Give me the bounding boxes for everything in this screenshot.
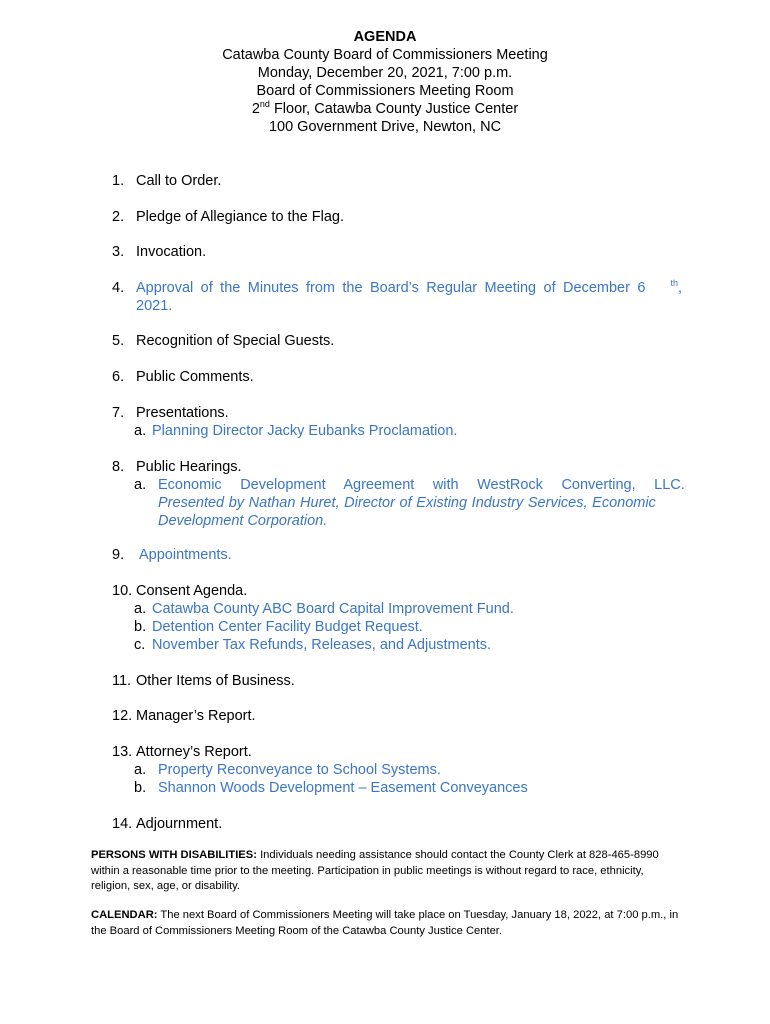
proclamation-link[interactable]: Planning Director Jacky Eubanks Proclamation. xyxy=(152,423,458,439)
econ-title: Economic Development Agreement with WestRock Converting, LLC. xyxy=(158,477,685,493)
meeting-address: 100 Government Drive, Newton, NC xyxy=(268,119,502,135)
disabilities-text: Individuals needing assistance should contact the County Clerk at 828-465-8990 within a reasonable time prior to the meeting. Participation in public meetings is without regard to race, ethnicity, religion, sex, age, or disability. xyxy=(91,849,659,892)
item-text: Adjournment. xyxy=(136,816,223,832)
agenda-item-4 xyxy=(112,279,682,315)
subitem-letter: a. xyxy=(134,762,147,778)
subitem-letter: a. xyxy=(134,423,147,439)
minutes-ordinal: th xyxy=(670,278,678,289)
item-number: 11. xyxy=(112,673,132,689)
item-number: 7. xyxy=(112,405,125,421)
item-text: Call to Order. xyxy=(136,173,222,189)
agenda-title: AGENDA xyxy=(353,29,417,45)
item-text: Pledge of Allegiance to the Flag. xyxy=(136,209,344,225)
reconveyance-link[interactable]: Property Reconveyance to School Systems. xyxy=(158,762,441,778)
abc-board-link[interactable]: Catawba County ABC Board Capital Improvement Fund. xyxy=(152,601,514,617)
item-number: 13. xyxy=(112,744,133,760)
minutes-approval-link[interactable] xyxy=(136,279,682,315)
item-text: Presentations. xyxy=(136,405,229,421)
item-number: 9. xyxy=(112,547,125,563)
item-number: 2. xyxy=(112,209,125,225)
economic-development-link[interactable] xyxy=(158,476,685,530)
item-text: Recognition of Special Guests. xyxy=(136,333,335,349)
meeting-floor xyxy=(0,100,770,118)
tax-refunds-link[interactable]: November Tax Refunds, Releases, and Adjustments. xyxy=(152,637,492,653)
item-number: 6. xyxy=(112,369,125,385)
calendar-notice xyxy=(91,908,682,939)
meeting-date: Monday, December 20, 2021, 7:00 p.m. xyxy=(257,65,513,81)
disabilities-notice xyxy=(91,848,682,895)
floor-number: 2 xyxy=(251,101,260,117)
disabilities-label: PERSONS WITH DISABILITIES: xyxy=(91,849,257,861)
meeting-room: Board of Commissioners Meeting Room xyxy=(256,83,514,99)
item-number: 8. xyxy=(112,459,125,475)
item-text: Attorney’s Report. xyxy=(136,744,252,760)
item-text: Other Items of Business. xyxy=(136,673,295,689)
floor-location: Floor, Catawba County Justice Center xyxy=(269,101,519,117)
shannon-woods-link[interactable]: Shannon Woods Development – Easement Conveyances xyxy=(158,780,528,796)
item-text: Public Hearings. xyxy=(136,459,242,475)
detention-center-link[interactable]: Detention Center Facility Budget Request. xyxy=(152,619,423,635)
minutes-line-1 xyxy=(136,279,682,297)
item-text: Invocation. xyxy=(136,244,207,260)
item-number: 10. xyxy=(112,583,133,599)
subitem-letter: b. xyxy=(134,619,147,635)
item-number: 5. xyxy=(112,333,125,349)
agenda-header xyxy=(0,28,770,136)
econ-presenter-org: Development Corporation. xyxy=(158,513,328,529)
econ-title-line xyxy=(158,476,685,494)
meeting-name: Catawba County Board of Commissioners Meeting xyxy=(222,47,548,63)
floor-suffix: nd xyxy=(259,99,270,110)
minutes-suffix xyxy=(670,279,682,297)
subitem-letter: c. xyxy=(134,637,146,653)
item-number: 14. xyxy=(112,816,133,832)
subitem-letter: a. xyxy=(134,477,147,493)
appointments-link[interactable]: Appointments. xyxy=(139,547,232,563)
subitem-letter: a. xyxy=(134,601,147,617)
item-number: 3. xyxy=(112,244,125,260)
agenda-subitem-8a xyxy=(134,476,685,530)
minutes-comma: , xyxy=(677,280,682,296)
subitem-letter: b. xyxy=(134,780,147,796)
item-text: Public Comments. xyxy=(136,369,254,385)
item-number: 1. xyxy=(112,173,125,189)
minutes-year: 2021. xyxy=(136,298,173,314)
item-number: 4. xyxy=(112,280,125,296)
calendar-text: The next Board of Commissioners Meeting will take place on Tuesday, January 18, 2022, at 7:00 p.m., in the Board of Commissioners Meeting Room of the Catawba County Justice Center. xyxy=(91,909,679,937)
calendar-label: CALENDAR: xyxy=(91,909,158,921)
minutes-text: Approval of the Minutes from the Board’s Regular Meeting of December 6 xyxy=(136,280,646,296)
item-number: 12. xyxy=(112,708,133,724)
econ-presenter: Presented by Nathan Huret, Director of Existing Industry Services, Economic xyxy=(158,495,656,511)
item-text: Consent Agenda. xyxy=(136,583,248,599)
item-text: Manager’s Report. xyxy=(136,708,256,724)
